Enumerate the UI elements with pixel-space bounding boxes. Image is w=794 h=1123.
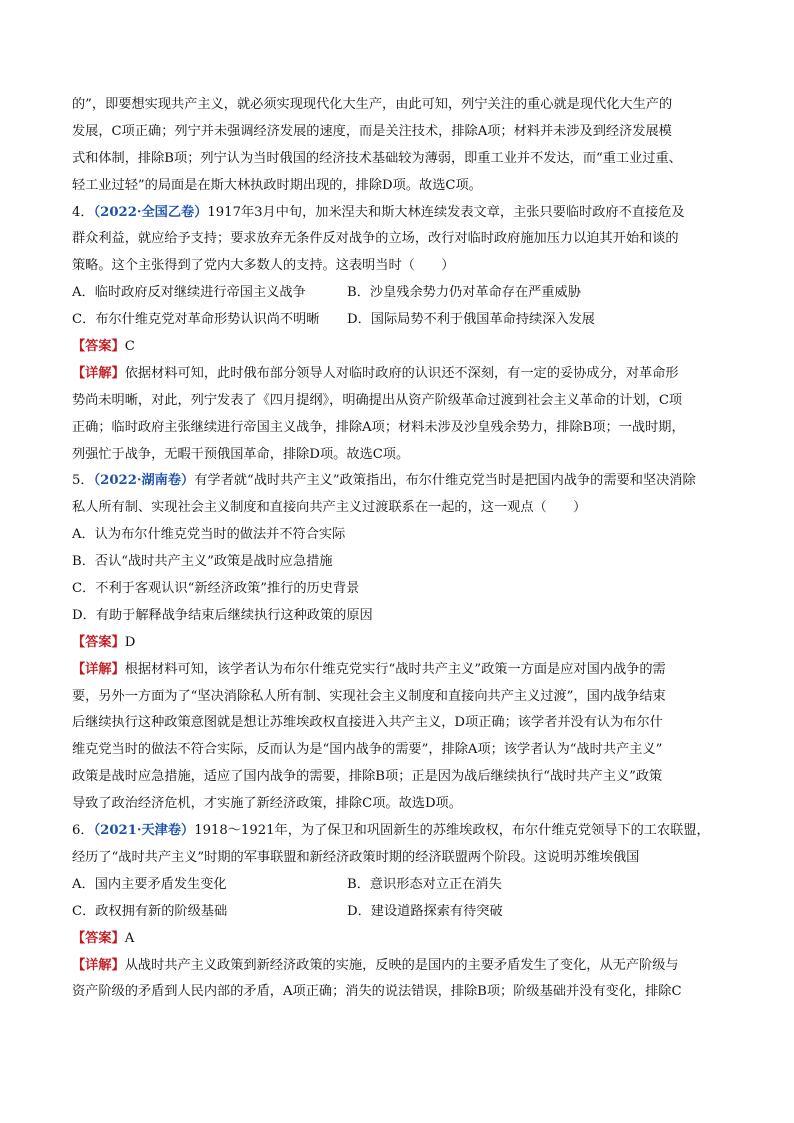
option-b: B．否认“战时共产主义”政策是战时应急措施 (72, 554, 333, 570)
options-row (72, 307, 722, 334)
explanation-text: 从战时共产主义政策到新经济政策的实施，反映的是国内的主要矛盾发生了变化，从无产阶级与 (124, 957, 679, 973)
text-line: 正确；临时政府主张继续进行帝国主义战争，排除A项；材料未涉及沙皇残余势力，排除B项；一战时期， (72, 419, 685, 435)
stem-text: 1918～1921年，为了保卫和巩固新生的苏维埃政权，布尔什维克党领导下的工农联盟， (194, 823, 710, 839)
answer-value: A (124, 930, 135, 946)
question-stem (72, 200, 722, 227)
options-row (72, 872, 722, 899)
explanation-label: 【详解】 (72, 365, 125, 381)
answer-value: C (124, 339, 135, 355)
question-source: （2021·天津卷） (93, 823, 195, 839)
explanation-text: 依据材料可知，此时俄布部分领导人对临时政府的认识还不深刻，有一定的妥协成分，对革命形 (124, 365, 679, 381)
text-line: 势尚未明晰，对此，列宁发表了《四月提纲》，明确提出从资产阶级革命过渡到社会主义革命的计划，C项 (72, 392, 683, 408)
option-c: C．不利于客观认识“新经济政策”推行的历史背景 (72, 581, 360, 597)
options-row (72, 280, 722, 307)
option-c: C．布尔什维克党对革命形势认识尚不明晰 (72, 312, 320, 328)
question-6 (72, 818, 722, 1006)
option-a: A．认为布尔什维克党当时的做法并不符合实际 (72, 527, 346, 543)
answer-label: 【答案】 (72, 930, 125, 946)
question-5 (72, 468, 722, 818)
option-d: D．建设道路探索有待突破 (347, 903, 503, 919)
stem-text: 1917年3月中旬，加米涅夫和斯大林连续发表文章，主张只要临时政府不直接危及 (207, 204, 685, 220)
text-line: 后继续执行这种政策意图就是想让苏维埃政权直接进入共产主义，D项正确；该学者并没有认为布尔什 (72, 715, 663, 731)
text-line: 政策是战时应急措施，适应了国内战争的需要，排除B项；正是因为战后继续执行“战时共产主义”政策 (72, 769, 663, 785)
explanation-label: 【详解】 (72, 661, 125, 677)
options-row (72, 899, 722, 926)
text-line: 轻工业过轻”的局面是在斯大林执政时期出现的，排除D项。故选C项。 (72, 177, 482, 193)
answer-value: D (124, 634, 136, 650)
text-line: 式和体制，排除B项；列宁认为当时俄国的经济技术基础较为薄弱，即重工业并不发达，而“重工业过重、 (72, 150, 682, 166)
q3-explanation-tail (72, 92, 722, 200)
question-source: （2022·全国乙卷） (93, 204, 208, 220)
text-line: 发展，C项正确；列宁并未强调经济发展的速度，而是关注技术，排除A项；材料并未涉及到经济发展模 (72, 123, 672, 139)
option-a: A．国内主要矛盾发生变化 (72, 876, 227, 892)
question-stem (72, 468, 722, 495)
answer-line (72, 630, 722, 657)
text-line: 私人所有制、实现社会主义制度和直接向共产主义过渡联系在一起的，这一观点（ ） (72, 500, 587, 516)
option-b: B．沙皇残余势力仍对革命存在严重威胁 (347, 285, 581, 301)
stem-text: 有学者就“战时共产主义”政策指出，布尔什维克党当时是把国内战争的需要和坚决消除 (194, 473, 696, 489)
document-page (72, 92, 722, 1006)
question-number: 5． (72, 473, 94, 489)
question-source: （2022·湖南卷） (93, 473, 195, 489)
explanation-label: 【详解】 (72, 957, 125, 973)
option-b: B．意识形态对立正在消失 (347, 876, 502, 892)
text-line: 要，另外一方面为了“坚决消除私人所有制、实现社会主义制度和直接向共产主义过渡”，国内战争结束 (72, 688, 666, 704)
option-c: C．政权拥有新的阶级基础 (72, 903, 228, 919)
option-a: A．临时政府反对继续进行帝国主义战争 (72, 285, 306, 301)
answer-label: 【答案】 (72, 634, 125, 650)
answer-line (72, 334, 722, 361)
explanation-line (72, 657, 722, 684)
option-d: D．有助于解释战争结束后继续执行这种政策的原因 (72, 607, 373, 623)
explanation-line (72, 361, 722, 388)
answer-label: 【答案】 (72, 339, 125, 355)
text-line: 策略。这个主张得到了党内大多数人的支持。这表明当时（ ） (72, 258, 455, 274)
text-line: 列强忙于战争，无暇干预俄国革命，排除D项。故选C项。 (72, 446, 410, 462)
explanation-line (72, 953, 722, 980)
text-line: 经历了“战时共产主义”时期的军事联盟和新经济政策时期的经济联盟两个阶段。这说明苏维埃俄国 (72, 849, 640, 865)
answer-line (72, 926, 722, 953)
option-d: D．国际局势不利于俄国革命持续深入发展 (347, 312, 595, 328)
question-number: 4． (72, 204, 94, 220)
text-line: 的”，即要想实现共产主义，就必须实现现代化大生产，由此可知，列宁关注的重心就是现代化大生产的 (72, 97, 673, 112)
text-line: 资产阶级的矛盾到人民内部的矛盾，A项正确；消失的说法错误，排除B项；阶级基础并没有变化，排除C (72, 984, 682, 1000)
explanation-text: 根据材料可知，该学者认为布尔什维克党实行“战时共产主义”政策一方面是应对国内战争的需 (124, 661, 666, 677)
question-4 (72, 200, 722, 469)
text-line: 导致了政治经济危机，才实施了新经济政策，排除C项。故选D项。 (72, 796, 462, 812)
question-stem (72, 818, 722, 845)
question-number: 6． (72, 823, 94, 839)
text-line: 维克党当时的做法不符合实际，反而认为是“国内战争的需要”，排除A项；该学者认为“战时共产主义” (72, 742, 663, 758)
text-line: 群众利益，就应给予支持；要求放弃无条件反对战争的立场，改行对临时政府施加压力以迫其开始和谈的 (72, 231, 679, 247)
